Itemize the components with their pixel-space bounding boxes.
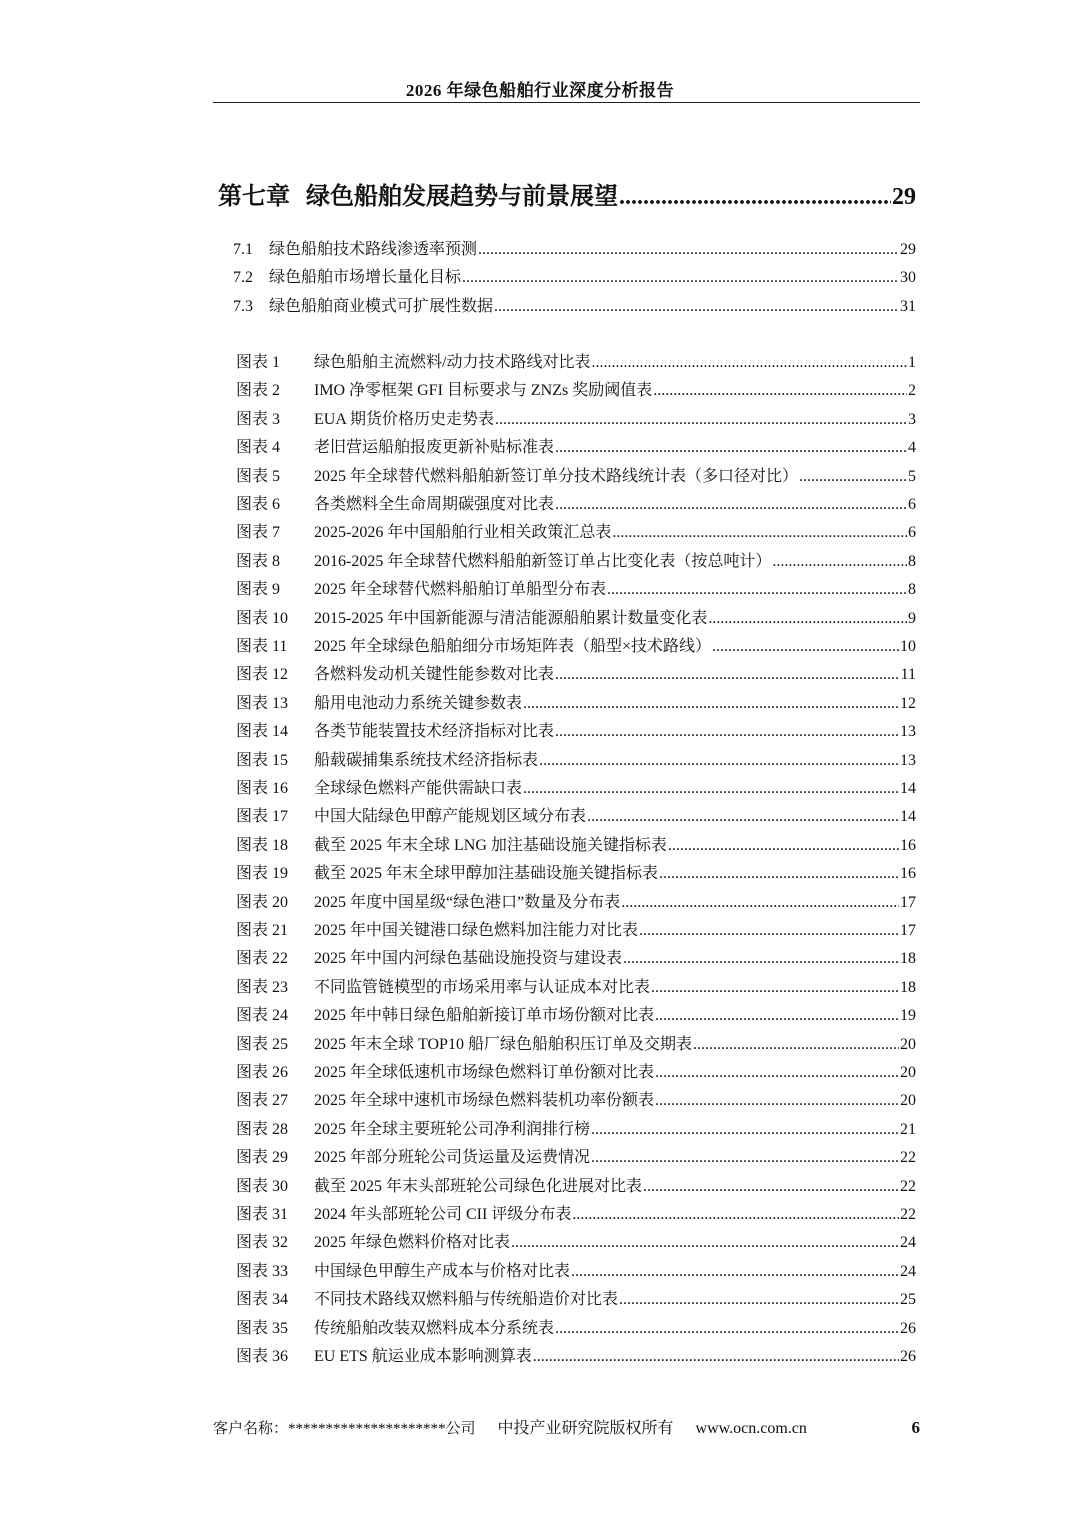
entry-title: 绿色船舶商业模式可扩展性数据	[269, 297, 494, 315]
toc-figure-item[interactable]	[236, 463, 916, 486]
toc-section-item[interactable]	[233, 293, 916, 316]
toc-figure-item[interactable]	[236, 661, 916, 684]
entry-page: 25	[900, 1291, 916, 1309]
toc-figure-item[interactable]	[236, 747, 916, 770]
toc-section-item[interactable]	[233, 264, 916, 287]
toc-figure-item[interactable]	[236, 1286, 916, 1309]
toc-figure-item[interactable]	[236, 1258, 916, 1281]
dot-leader	[655, 1064, 899, 1082]
toc-figure-item[interactable]	[236, 917, 916, 940]
entry-label: 图表 14	[236, 723, 289, 741]
dot-leader	[655, 1007, 899, 1025]
toc-figure-item[interactable]	[236, 1201, 916, 1224]
header-divider	[213, 102, 920, 103]
entry-page: 26	[900, 1319, 916, 1337]
entry-page: 6	[908, 496, 916, 513]
toc-figure-item[interactable]	[236, 1315, 916, 1338]
entry-label: 图表 3	[236, 410, 281, 428]
toc-section-item[interactable]	[233, 236, 916, 259]
entry-title: 老旧营运船舶报废更新补贴标准表	[314, 439, 555, 457]
toc-figure-item[interactable]	[236, 974, 916, 997]
entry-page: 16	[900, 865, 916, 883]
entry-title: 2025 年部分班轮公司货运量及运费情况	[314, 1149, 591, 1167]
entry-page: 5	[908, 467, 916, 485]
entry-title: 2025 年全球替代燃料船舶新签订单分技术路线统计表（多口径对比）	[314, 467, 799, 485]
entry-page: 2	[908, 382, 916, 400]
entry-title: 2025 年全球绿色船舶细分市场矩阵表（船型×技术路线）	[314, 638, 712, 655]
chapter-title: 绿色船舶发展趋势与前景展望	[306, 184, 618, 210]
entry-page: 13	[900, 751, 916, 769]
entry-page: 16	[900, 836, 916, 854]
entry-label: 图表 28	[236, 1120, 289, 1138]
entry-page: 10	[900, 638, 916, 655]
entry-label: 图表 21	[236, 922, 289, 939]
dot-leader	[693, 1036, 899, 1054]
entry-page: 14	[900, 780, 916, 797]
dot-leader	[708, 610, 907, 628]
toc-chapter-entry[interactable]	[218, 176, 916, 211]
entry-label: 图表 32	[236, 1234, 289, 1252]
toc-figure-item[interactable]	[236, 1144, 916, 1167]
entry-label: 图表 10	[236, 609, 289, 627]
entry-page: 18	[900, 950, 916, 968]
entry-page: 22	[900, 1149, 916, 1167]
entry-label: 图表 35	[236, 1319, 289, 1337]
toc-figure-item[interactable]	[236, 1173, 916, 1196]
dot-leader	[655, 1092, 899, 1110]
toc-figure-item[interactable]	[236, 605, 916, 628]
dot-leader	[591, 354, 907, 372]
toc-figure-item[interactable]	[236, 633, 916, 656]
entry-title: 绿色船舶市场增长量化目标	[269, 269, 462, 287]
entry-label: 图表 19	[236, 865, 289, 883]
footer-client: 客户名称：*********************公司	[213, 1421, 476, 1437]
entry-label: 图表 2	[236, 382, 281, 400]
toc-figure-item[interactable]	[236, 889, 916, 912]
dot-leader	[495, 411, 907, 429]
dot-leader	[555, 723, 899, 741]
dot-leader	[623, 950, 899, 968]
entry-title: 2025 年全球中速机市场绿色燃料装机功率份额表	[314, 1092, 655, 1110]
entry-title: 2025 年中韩日绿色船舶新接订单市场份额对比表	[314, 1007, 655, 1025]
entry-title: 2025 年全球低速机市场绿色燃料订单份额对比表	[314, 1064, 655, 1081]
entry-title: 各类燃料全生命周期碳强度对比表	[314, 496, 555, 513]
toc-figure-item[interactable]	[236, 491, 916, 514]
entry-label: 7.1	[233, 241, 253, 258]
entry-label: 图表 13	[236, 694, 289, 712]
entry-title: 各类节能装置技术经济指标对比表	[314, 723, 555, 741]
entry-title: 中国大陆绿色甲醇产能规划区域分布表	[314, 808, 587, 826]
dot-leader	[799, 468, 907, 486]
entry-label: 图表 9	[236, 581, 281, 599]
entry-label: 图表 18	[236, 836, 289, 854]
entry-label: 图表 22	[236, 950, 289, 968]
dot-leader	[621, 894, 899, 912]
toc-figure-item[interactable]	[236, 406, 916, 429]
entry-label: 7.2	[233, 269, 253, 287]
toc-figure-item[interactable]	[236, 775, 916, 798]
entry-page: 12	[900, 694, 916, 712]
entry-label: 图表 29	[236, 1149, 289, 1167]
entry-title: 2024 年头部班轮公司 CII 评级分布表	[314, 1206, 572, 1223]
entry-page: 9	[908, 609, 916, 627]
dot-leader	[523, 780, 899, 798]
entry-page: 3	[908, 410, 916, 428]
entry-title: 2025 年全球替代燃料船舶订单船型分布表	[314, 581, 607, 599]
toc-figure-item[interactable]	[236, 349, 916, 372]
dot-leader	[639, 922, 899, 940]
entry-title: 各燃料发动机关键性能参数对比表	[314, 666, 555, 684]
toc-figure-item[interactable]	[236, 690, 916, 713]
toc-figure-item[interactable]	[236, 1343, 916, 1366]
footer-website[interactable]: www.ocn.com.cn	[695, 1420, 807, 1437]
entry-page: 8	[908, 581, 916, 599]
entry-label: 图表 1	[236, 354, 281, 371]
dot-leader	[612, 524, 907, 542]
entry-page: 18	[900, 978, 916, 996]
dot-leader	[643, 1178, 899, 1196]
entry-page: 24	[900, 1262, 916, 1280]
entry-page: 22	[900, 1177, 916, 1195]
entry-title: 2025 年中国内河绿色基础设施投资与建设表	[314, 950, 623, 968]
entry-page: 22	[900, 1206, 916, 1223]
toc-figure-item[interactable]	[236, 718, 916, 741]
entry-label: 图表 30	[236, 1177, 289, 1195]
entry-label: 图表 26	[236, 1064, 289, 1081]
entry-label: 图表 4	[236, 439, 281, 457]
dot-leader	[619, 1291, 899, 1309]
toc-figure-item[interactable]	[236, 377, 916, 400]
chapter-number: 第七章	[218, 184, 290, 210]
dot-leader	[462, 269, 899, 287]
entry-title: 截至 2025 年末头部班轮公司绿色化进展对比表	[314, 1177, 643, 1195]
entry-title: 2025 年末全球 TOP10 船厂绿色船舶积压订单及交期表	[314, 1035, 692, 1053]
toc-figure-item[interactable]	[236, 434, 916, 457]
entry-title: 2025 年全球主要班轮公司净利润排行榜	[314, 1120, 591, 1138]
chapter-page: 29	[892, 184, 916, 210]
entry-label: 图表 33	[236, 1262, 289, 1280]
page-header-title: 2026 年绿色船舶行业深度分析报告	[405, 81, 675, 100]
entry-title: 全球绿色燃料产能供需缺口表	[314, 780, 523, 797]
entry-label: 图表 24	[236, 1007, 289, 1025]
entry-label: 图表 31	[236, 1206, 289, 1223]
dot-leader	[712, 638, 899, 656]
dot-leader	[591, 1149, 899, 1167]
entry-title: 不同监管链模型的市场采用率与认证成本对比表	[314, 978, 651, 996]
entry-page: 17	[900, 922, 916, 939]
entry-page: 31	[900, 297, 916, 315]
entry-title: 绿色船舶主流燃料/动力技术路线对比表	[314, 354, 591, 371]
entry-title: 不同技术路线双燃料船与传统船造价对比表	[314, 1291, 619, 1309]
entry-page: 29	[900, 241, 916, 258]
entry-title: 船用电池动力系统关键参数表	[314, 694, 523, 712]
dot-leader	[572, 1206, 899, 1224]
entry-title: 传统船舶改装双燃料成本分系统表	[314, 1319, 555, 1337]
page-footer	[213, 1415, 920, 1438]
entry-page: 20	[900, 1064, 916, 1081]
dot-leader	[539, 752, 899, 770]
entry-page: 1	[908, 354, 916, 371]
dot-leader	[659, 865, 899, 883]
dot-leader	[555, 496, 907, 514]
entry-title: IMO 净零框架 GFI 目标要求与 ZNZs 奖励阈值表	[314, 382, 653, 400]
entry-page: 20	[900, 1092, 916, 1110]
entry-title: 绿色船舶技术路线渗透率预测	[269, 241, 478, 258]
toc-figure-item[interactable]	[236, 1031, 916, 1054]
dot-leader	[653, 382, 907, 400]
entry-label: 图表 16	[236, 780, 289, 797]
dot-leader	[571, 1263, 899, 1281]
entry-page: 24	[900, 1234, 916, 1252]
entry-title: 中国绿色甲醇生产成本与价格对比表	[314, 1262, 571, 1280]
entry-label: 图表 5	[236, 467, 281, 485]
entry-label: 图表 15	[236, 751, 289, 769]
dot-leader	[591, 1121, 899, 1139]
dot-leader	[494, 298, 899, 316]
entry-label: 图表 17	[236, 808, 289, 826]
entry-page: 26	[900, 1348, 916, 1365]
dot-leader	[523, 695, 899, 713]
entry-title: EUA 期货价格历史走势表	[314, 410, 495, 428]
entry-page: 20	[900, 1035, 916, 1053]
entry-label: 图表 27	[236, 1092, 289, 1110]
entry-title: 截至 2025 年末全球 LNG 加注基础设施关键指标表	[314, 836, 667, 854]
entry-label: 图表 11	[236, 638, 288, 655]
entry-label: 图表 8	[236, 552, 281, 570]
entry-page: 8	[908, 552, 916, 570]
entry-label: 图表 7	[236, 524, 281, 542]
toc-figure-item[interactable]	[236, 1087, 916, 1110]
entry-title: 船载碳捕集系统技术经济指标表	[314, 751, 539, 769]
toc-figure-item[interactable]	[236, 1059, 916, 1082]
entry-title: 2025 年度中国星级“绿色港口”数量及分布表	[314, 893, 621, 911]
dot-leader	[587, 808, 899, 826]
toc-figure-item[interactable]	[236, 1116, 916, 1139]
entry-page: 14	[900, 808, 916, 826]
toc-figure-item[interactable]	[236, 1229, 916, 1252]
toc-figure-item[interactable]	[236, 832, 916, 855]
dot-leader	[478, 241, 899, 259]
entry-label: 7.3	[233, 297, 253, 315]
dot-leader	[511, 1234, 899, 1252]
entry-label: 图表 36	[236, 1348, 289, 1365]
dot-leader	[651, 979, 899, 997]
dot-leader	[607, 581, 907, 599]
entry-label: 图表 23	[236, 978, 289, 996]
entry-title: 2016-2025 年全球替代燃料船舶新签订单占比变化表（按总吨计）	[314, 552, 772, 570]
entry-title: 2015-2025 年中国新能源与清洁能源船舶累计数量变化表	[314, 609, 708, 627]
entry-title: 2025 年中国关键港口绿色燃料加注能力对比表	[314, 922, 639, 939]
entry-page: 11	[900, 666, 916, 684]
entry-label: 图表 12	[236, 666, 289, 684]
toc-figure-item[interactable]	[236, 519, 916, 542]
dot-leader	[555, 1320, 899, 1338]
entry-page: 21	[900, 1120, 916, 1138]
entry-title: 2025-2026 年中国船舶行业相关政策汇总表	[314, 524, 612, 542]
dot-leader	[619, 184, 891, 211]
entry-label: 图表 25	[236, 1035, 289, 1053]
toc-figure-item[interactable]	[236, 548, 916, 571]
entry-page: 4	[908, 439, 916, 457]
entry-page: 30	[900, 269, 916, 287]
toc-figure-item[interactable]	[236, 576, 916, 599]
entry-title: 2025 年绿色燃料价格对比表	[314, 1234, 511, 1252]
toc-figure-item[interactable]	[236, 803, 916, 826]
footer-copyright: 中投产业研究院版权所有	[497, 1420, 674, 1437]
dot-leader	[555, 666, 900, 684]
dot-leader	[772, 553, 907, 571]
entry-page: 13	[900, 723, 916, 741]
entry-page: 19	[900, 1007, 916, 1025]
entry-label: 图表 20	[236, 893, 289, 911]
dot-leader	[533, 1348, 899, 1366]
footer-page-number: 6	[911, 1418, 920, 1437]
toc-figure-item[interactable]	[236, 1002, 916, 1025]
entry-page: 6	[908, 524, 916, 542]
toc-figure-item[interactable]	[236, 945, 916, 968]
entry-title: EU ETS 航运业成本影响测算表	[314, 1348, 532, 1365]
toc-figure-item[interactable]	[236, 860, 916, 883]
entry-title: 截至 2025 年末全球甲醇加注基础设施关键指标表	[314, 865, 659, 883]
entry-label: 图表 6	[236, 496, 281, 513]
dot-leader	[555, 439, 907, 457]
entry-label: 图表 34	[236, 1291, 289, 1309]
entry-page: 17	[900, 893, 916, 911]
dot-leader	[668, 837, 899, 855]
